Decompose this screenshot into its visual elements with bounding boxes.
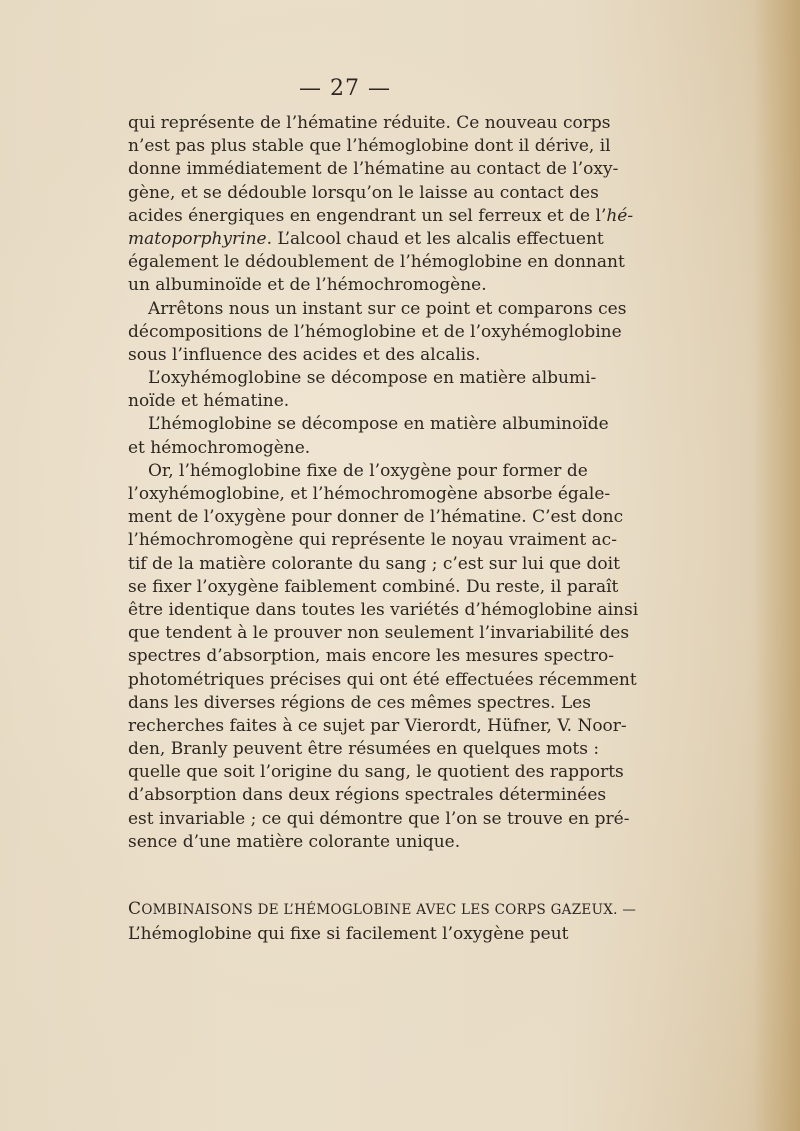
italic-fragment: hé- bbox=[606, 205, 634, 226]
paragraph-2 bbox=[128, 298, 627, 368]
text-line: L’oxyhémoglobine se décompose en matière albumi- bbox=[148, 368, 597, 389]
text-line: gène, et se dédouble lorsqu’on le laisse au contact des bbox=[128, 182, 599, 203]
text-line: tif de la matière colorante du sang ; c’est sur lui que doit bbox=[128, 553, 620, 574]
text-line: l’hémochromogène qui représente le noyau vraiment ac- bbox=[128, 530, 617, 551]
text-line: quelle que soit l’origine du sang, le quotient des rapports bbox=[128, 762, 624, 783]
heading-text: OMBINAISONS DE L’HÉMOGLOBINE AVEC LES CORPS GAZEUX. — bbox=[141, 902, 637, 918]
text-line: spectres d’absorption, mais encore les mesures spectro- bbox=[128, 646, 614, 667]
paragraph-3 bbox=[128, 367, 597, 413]
section-heading bbox=[128, 897, 637, 921]
text-line: un albuminoïde et de l’hémochromogène. bbox=[128, 275, 487, 296]
text-line: d’absorption dans deux régions spectrales déterminées bbox=[128, 785, 607, 806]
heading-initial: C bbox=[128, 899, 142, 919]
text-line: photométriques précises qui ont été effectuées récemment bbox=[128, 669, 637, 690]
text-line-mixed bbox=[128, 205, 634, 228]
text-line: donne immédiatement de l’hématine au contact de l’oxy- bbox=[128, 159, 619, 180]
text-line: n’est pas plus stable que l’hémoglobine dont il dérive, il bbox=[128, 136, 611, 157]
paragraph-5 bbox=[128, 460, 639, 854]
italic-fragment: matoporphyrine bbox=[128, 228, 267, 249]
page-number: — 27 — bbox=[299, 76, 391, 101]
text-line-mixed bbox=[128, 228, 604, 251]
paragraph-4 bbox=[128, 413, 609, 459]
text-line: l’oxyhémoglobine, et l’hémochromogène absorbe égale- bbox=[128, 484, 611, 504]
text-line: sence d’une matière colorante unique. bbox=[128, 831, 461, 852]
text-line: noïde et hématine. bbox=[128, 391, 290, 412]
text-line: L’hémoglobine se décompose en matière albuminoïde bbox=[148, 414, 609, 435]
text-line: Arrêtons nous un instant sur ce point et comparons ces bbox=[148, 298, 627, 319]
body-text bbox=[128, 112, 639, 854]
text-line: également le dédoublement de l’hémoglobine en donnant bbox=[128, 252, 625, 273]
text-line: sous l’influence des acides et des alcalis. bbox=[128, 344, 481, 365]
text-line: dans les diverses régions de ces mêmes spectres. Les bbox=[128, 692, 591, 713]
text-line: est invariable ; ce qui démontre que l’on se trouve en pré- bbox=[128, 808, 630, 829]
text-fragment: acides énergiques en engendrant un sel ferreux et de l’ bbox=[128, 205, 607, 226]
paragraph-1 bbox=[128, 112, 634, 298]
section-combinaisons bbox=[128, 897, 637, 944]
text-line: L’hémoglobine qui fixe si facilement l’oxygène peut bbox=[128, 924, 569, 944]
text-line: que tendent à le prouver non seulement l’invariabilité des bbox=[128, 623, 630, 644]
text-line: décompositions de l’hémoglobine et de l’oxyhémoglobine bbox=[128, 321, 622, 342]
text-line: recherches faites à ce sujet par Vierordt, Hüfner, V. Noor- bbox=[128, 715, 627, 736]
text-line: den, Branly peuvent être résumées en quelques mots : bbox=[128, 739, 600, 760]
text-line: et hémochromogène. bbox=[128, 437, 311, 458]
text-line: qui représente de l’hématine réduite. Ce nouveau corps bbox=[128, 113, 611, 133]
text-line: Or, l’hémoglobine fixe de l’oxygène pour former de bbox=[148, 460, 588, 481]
text-line: ment de l’oxygène pour donner de l’hématine. C’est donc bbox=[128, 507, 624, 528]
text-line: être identique dans toutes les variétés d’hémoglobine ainsi bbox=[128, 599, 639, 620]
text-fragment: . L’alcool chaud et les alcalis effectuent bbox=[266, 228, 604, 249]
text-line: se fixer l’oxygène faiblement combiné. Du reste, il paraît bbox=[128, 576, 619, 597]
